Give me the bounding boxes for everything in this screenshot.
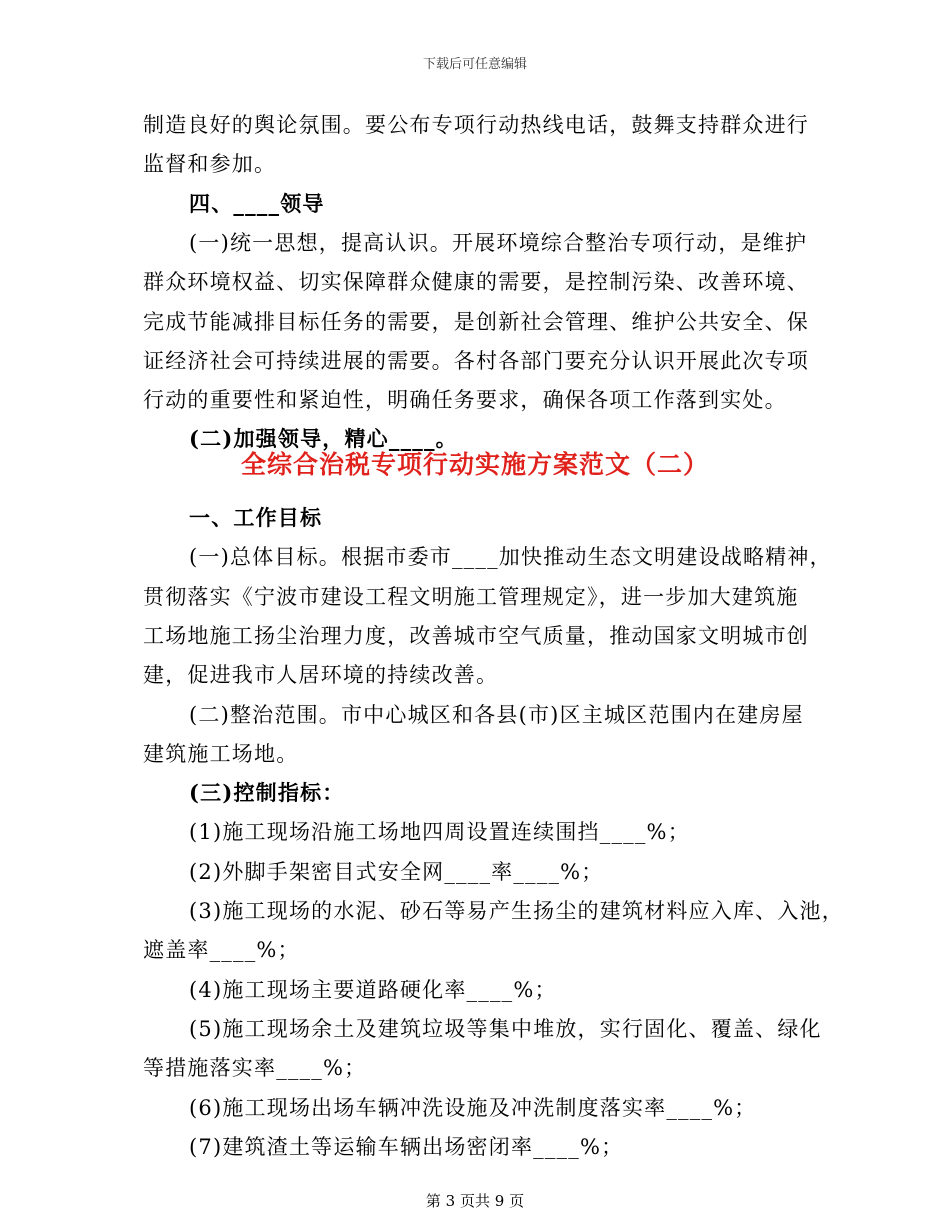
list-item: (2)外脚手架密目式安全网____率____%； <box>189 859 604 884</box>
list-item: (3)施工现场的水泥、砂石等易产生扬尘的建筑材料应入库、入池， <box>189 899 844 923</box>
body-line: 建，促进我市人居环境的持续改善。 <box>143 663 499 688</box>
document-title: 全综合治税专项行动实施方案范文（二） <box>240 449 709 479</box>
page-header: 下载后可任意编辑 <box>422 57 527 72</box>
body-line: 工场地施工扬尘治理力度，改善城市空气质量，推动国家文明城市创 <box>143 623 809 648</box>
list-item: (4)施工现场主要道路硬化率____%； <box>189 977 557 1002</box>
body-line: 行动的重要性和紧迫性，明确任务要求，确保各项工作落到实处。 <box>143 388 787 413</box>
list-item: (6)施工现场出场车辆冲洗设施及冲洗制度落实率____%； <box>189 1095 757 1120</box>
body-line: 群众环境权益、切实保障群众健康的需要，是控制污染、改善环境、 <box>143 270 809 295</box>
list-item: (7)建筑渣土等运输车辆出场密闭率____%； <box>189 1134 624 1159</box>
list-item-continued: 遮盖率____%； <box>143 938 300 963</box>
list-item-continued: 等措施落实率____%； <box>143 1056 367 1081</box>
body-line: 制造良好的舆论氛围。要公布专项行动热线电话，鼓舞支持群众进行 <box>143 113 809 137</box>
subsection-heading: (三)控制指标： <box>189 780 345 806</box>
body-line: 完成节能减排目标任务的需要，是创新社会管理、维护公共安全、保 <box>143 309 809 334</box>
body-line: (一)统一思想，提高认识。开展环境综合整治专项行动，是维护 <box>189 230 808 255</box>
subsection-heading: (二)加强领导，精心____。 <box>189 426 458 452</box>
list-item: (1)施工现场沿施工场地四周设置连续围挡____%； <box>189 820 690 845</box>
body-line: 贯彻落实《宁波市建设工程文明施工管理规定》，进一步加大建筑施 <box>143 584 799 609</box>
page-footer: 第 3 页共 9 页 <box>425 1192 525 1210</box>
body-line: 建筑施工场地。 <box>143 741 299 766</box>
section-heading: 四、____领导 <box>189 190 325 216</box>
body-line: 证经济社会可持续进展的需要。各村各部门要充分认识开展此次专项 <box>143 348 809 373</box>
body-line: (二)整治范围。市中心城区和各县(市)区主城区范围内在建房屋 <box>189 702 804 727</box>
section-heading: 一、工作目标 <box>189 505 323 530</box>
list-item: (5)施工现场余土及建筑垃圾等集中堆放，实行固化、覆盖、绿化 <box>189 1016 822 1041</box>
body-line: 监督和参加。 <box>143 152 277 177</box>
body-line: (一)总体目标。根据市委市____加快推动生态文明建设战略精神， <box>189 545 832 570</box>
